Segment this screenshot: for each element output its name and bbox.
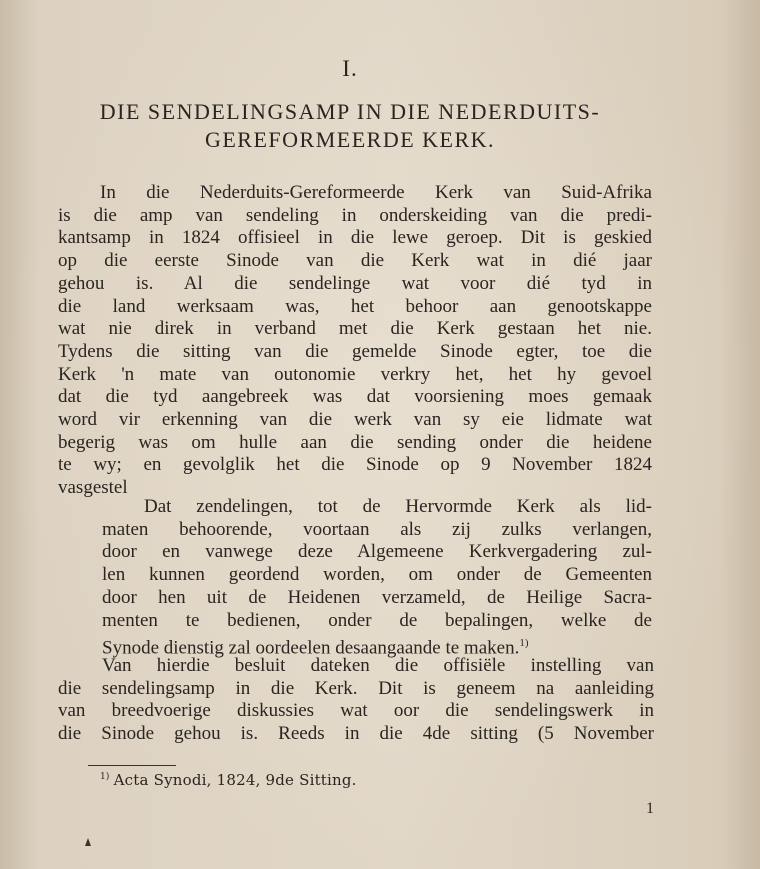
text-line: die land werksaam was, het behoor aan genootskappe <box>58 295 652 317</box>
text-line: Kerk 'n mate van outonomie verkry het, het hy gevoel <box>58 363 652 385</box>
text-line: die sendelingsamp in die Kerk. Dit is geneem na aanleiding <box>58 677 654 699</box>
text-line: kantsamp in 1824 offisieel in die lewe geroep. Dit is geskied <box>58 227 652 249</box>
text-line: is die amp van sendeling in onderskeiding van die predi- <box>58 204 652 226</box>
footnote <box>100 771 357 789</box>
text-line: Tydens die sitting van die gemelde Sinode egter, toe die <box>58 340 652 362</box>
paragraph-1 <box>58 182 652 500</box>
text-line: gehou is. Al die sendelinge wat voor dié tyd in <box>58 272 652 294</box>
quote-line: door en vanwege deze Algemeene Kerkvergadering zul- <box>102 541 652 563</box>
text-line: Van hierdie besluit dateken die offisiële instelling van <box>102 655 654 676</box>
footnote-divider <box>88 765 176 766</box>
text-line: te wy; en gevolglik het die Sinode op 9 November 1824 <box>58 454 652 476</box>
chapter-number: I. <box>342 56 358 81</box>
text-line: dat die tyd aangebreek was dat voorsiening moes gemaak <box>58 386 652 408</box>
quote-line: maten behoorende, voortaan als zij zulks verlangen, <box>102 518 652 540</box>
chapter-title-line-2: GEREFORMEERDE KERK. <box>204 127 496 152</box>
quote-last-text: Synode dienstig zal oordeelen desaangaande te maken. <box>102 637 520 659</box>
printer-mark-icon <box>85 838 91 846</box>
text-line: word vir erkenning van die werk van sy eie lidmate wat <box>58 409 652 431</box>
chapter-title-line-1: DIE SENDELINGSAMP IN DIE NEDERDUITS- <box>99 99 601 124</box>
footnote-reference: 1) <box>519 637 529 650</box>
text-line: vasgestel <box>58 477 128 499</box>
quote-line: Dat zendelingen, tot de Hervormde Kerk als lid- <box>144 496 652 517</box>
footnote-marker: 1) <box>100 772 110 782</box>
footnote-text: Acta Synodi, 1824, 9de Sitting. <box>113 771 357 789</box>
quote-line: door hen uit de Heidenen verzameld, de Heilige Sacra- <box>102 586 652 608</box>
quote-line: len kunnen geordend worden, om onder de Gemeenten <box>102 564 652 586</box>
text-line: wat nie direk in verband met die Kerk gestaan het nie. <box>58 318 652 340</box>
synod-resolution-quote <box>102 496 652 660</box>
text-line: op die eerste Sinode van die Kerk wat in dié jaar <box>58 250 652 272</box>
text-line: die Sinode gehou is. Reeds in die 4de sitting (5 November <box>58 723 654 745</box>
page-number: 1 <box>646 800 654 817</box>
quote-line: menten te bedienen, onder de bepalingen, welke de <box>102 609 652 631</box>
text-line: begerig was om hulle aan die sending onder die heidene <box>58 431 652 453</box>
text-line: In die Nederduits-Gereformeerde Kerk van Suid-Afrika <box>100 182 652 203</box>
text-line: van breedvoerige diskussies wat oor die sendelingswerk in <box>58 700 654 722</box>
chapter-title <box>60 98 640 154</box>
paragraph-2 <box>58 655 654 746</box>
